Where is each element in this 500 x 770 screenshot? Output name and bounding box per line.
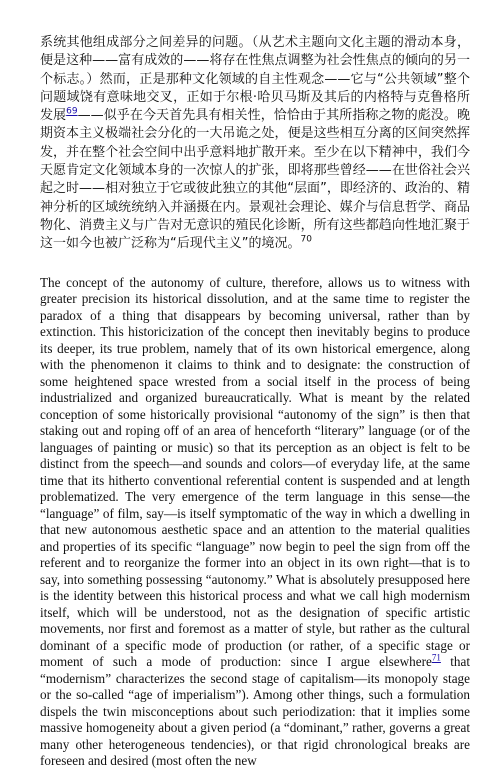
footnote-link-69[interactable]: 69 [66, 106, 78, 117]
chinese-paragraph [40, 34, 470, 254]
footnote-link-71[interactable]: 71 [431, 652, 441, 663]
english-text-part1: The concept of the autonomy of culture, therefore, allows us to witness with greater precision its historical dissolution, and at the same time to register the paradox of a thing that disappears by becoming universal, rather than by extinction. This historicization of the concept then inevitably begins to produce its deeper, its true problem, namely that of its own historical emergence, along with the phenomenon it claims to think and to designate: the construction of some heightened space wrested from a social itself in the process of being industrialized and organized bureaucratically. What is meant by the related conception of some historically provisional “autonomy of the sign” is then that staking out and roping off of an area of henceforth “literary” language (or of the languages of painting or music) so that its perception as an object is felt to be distinct from the speech—and sounds and colors—of everyday life, at the same time that its hitherto conventional referential content is suspended and at length problematized. The very emergence of the term language in this sense—the “language” of film, say—is itself symptomatic of the way in which a dwelling in that new autonomous aesthetic space and an attention to the material qualities and properties of its specific “language” now begin to peel the sign from off the referent and to reorganize the former into an object in its own right—that is to say, into something possessing “autonomy.” What is absolutely presupposed here is the identity between this historical process and what we call high modernism itself, which will be understood, not as the designation of specific artistic movements, nor first and foremost as a matter of style, but rather as the cultural dominant of a specific mode of production (or rather, of a specific stage or moment of such a mode of production: since I argue elsewhere [40, 274, 470, 670]
chinese-text-part2: ——似乎在今天首先具有相关性，恰恰由于其所指称之物的彪没。晚期资本主义极端社会分化的一大吊诡之处，便是这些相互分离的区间突然挥发，并在整个社会空间中出乎意料地扩散开来。至少在以下精神中，我们今天愿肯定文化领域本身的一次惊人的扩张，即将那些曾经——在世俗社会兴起之时——相对独立于它或彼此独立的其他“层面”，即经济的、政治的、精神分析的区域统统纳入并涵摄在内。景观社会理论、媒介与信息哲学、商品物化、消费主义与广告对无意识的殖民化诊断，所有这些都趋向性地汇聚于这一如今也被广泛称为“后现代主义”的境况。 [40, 108, 470, 252]
english-paragraph [40, 275, 470, 770]
chinese-text-part1: 系统其他组成部分之间差异的问题。（从艺术主题向文化主题的滑动本身，便是这种——富有成效的——将存在性焦点调整为社会性焦点的倾向的另一个标志。）然而，正是那种文化领域的自主性观念——它与“公共领域”整个问题域饶有意味地交叉，正如于尔根·哈贝马斯及其后的内格特与克鲁格所发展 [40, 35, 470, 124]
footnote-ref-70: 70 [300, 234, 312, 245]
english-text-part2: that “modernism” characterizes the second stage of capitalism—its monopoly stage or the so-called “age of imperialism”). Among other things, such a formulation dispels the twin misconceptions about such periodization: that it implies some massive homogeneity about a given period (a “dominant,” rather, governs a great many other heterogeneous tendencies), or that rigid chronological breaks are foreseen and desired (most often the new [40, 654, 470, 769]
